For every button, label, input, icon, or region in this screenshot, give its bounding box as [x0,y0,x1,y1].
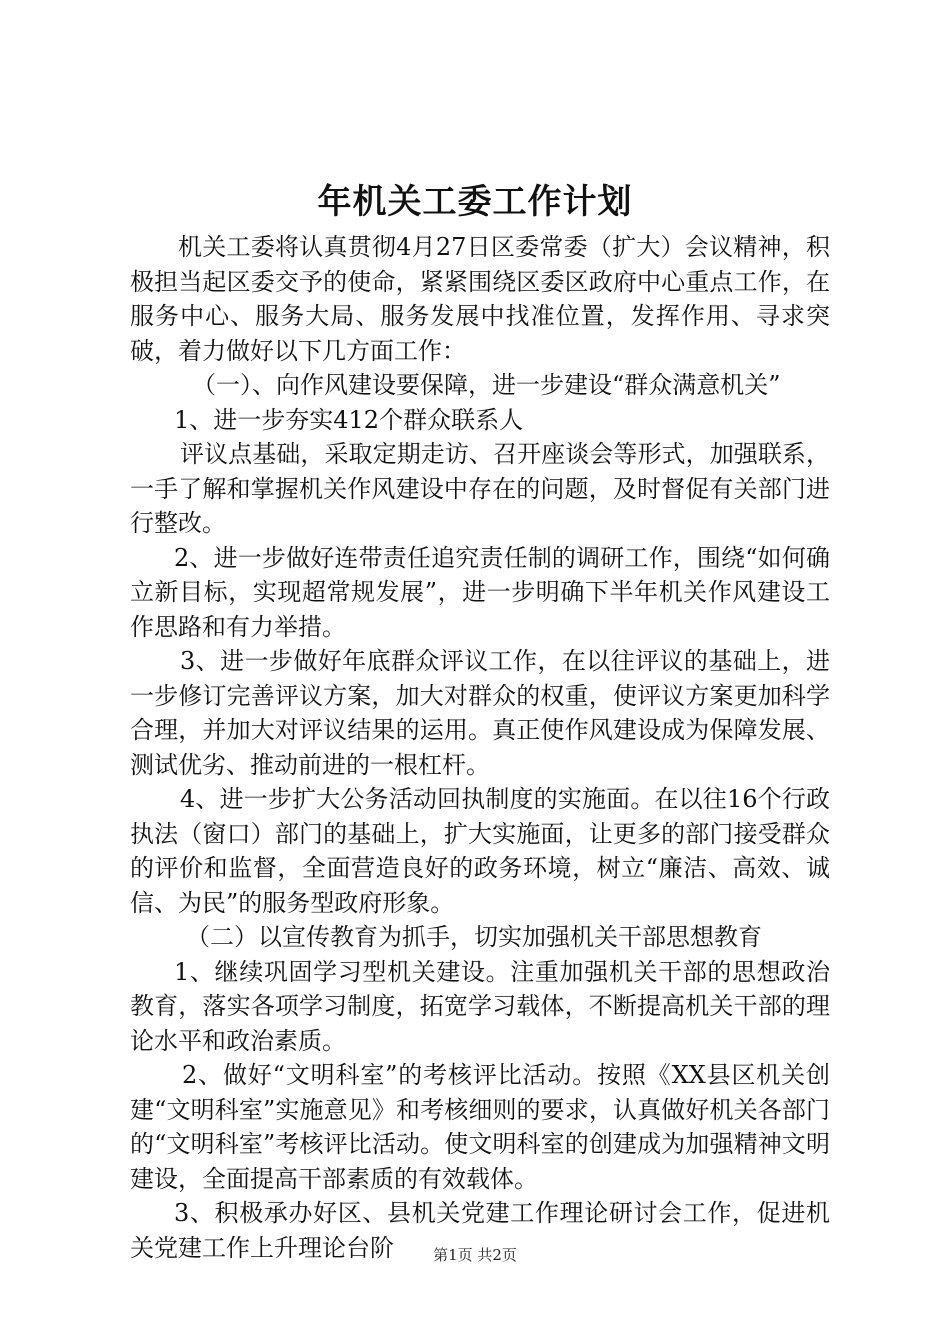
paragraph-intro: 机关工委将认真贯彻4月27日区委常委（扩大）会议精神，积极担当起区委交予的使命，紧紧围绕区委区政府中心重点工作，在服务中心、服务大局、服务发展中找准位置，发挥作用、寻求突破，着力做好以下几方面工作： [130,233,830,365]
document-body [130,230,830,1265]
item-2-1: 1、继续巩固学习型机关建设。注重加强机关干部的思想政治教育，落实各项学习制度，拓宽学习载体，不断提高机关干部的理论水平和政治素质。 [130,957,830,1055]
item-2-2: 2、做好“文明科室”的考核评比活动。按照《XX县区机关创建“文明科室”实施意见》和考核细则的要求，认真做好机关各部门的“文明科室”考核评比活动。使文明科室的创建成为加强精神文明建设，全面提高干部素质的有效载体。 [130,1061,830,1193]
item-1-1: 1、进一步夯实412个群众联系人 [174,405,524,434]
item-1-3: 3、进一步做好年底群众评议工作，在以往评议的基础上，进一步修订完善评议方案，加大对群众的权重，使评议方案更加科学合理，并加大对评议结果的运用。真正使作风建设成为保障发展、测试优劣、推动前进的一根杠杆。 [130,647,830,779]
item-1-1-continued: 评议点基础，采取定期走访、召开座谈会等形式，加强联系，一手了解和掌握机关作风建设中存在的问题，及时督促有关部门进行整改。 [130,440,830,537]
section-heading-2: （二）以宣传教育为抓手，切实加强机关干部思想教育 [186,923,762,951]
item-1-4: 4、进一步扩大公务活动回执制度的实施面。在以往16个行政执法（窗口）部门的基础上，扩大实施面，让更多的部门接受群众的评价和监督，全面营造良好的政务环境，树立“廉洁、高效、诚信、为民”的服务型政府形象。 [130,785,830,917]
item-1-2: 2、进一步做好连带责任追究责任制的调研工作，围绕“如何确立新目标，实现超常规发展”，进一步明确下半年机关作风建设工作思路和有力举措。 [130,543,830,641]
document-title: 年机关工委工作计划 [317,182,633,222]
page-number-footer: 第1页 共2页 [433,1246,517,1264]
item-2-3: 3、积极承办好区、县机关党建工作理论研讨会工作，促进机关党建工作上升理论台阶 [130,1199,830,1262]
section-heading-1: （一）、向作风建设要保障，进一步建设“群众满意机关” [192,371,781,399]
